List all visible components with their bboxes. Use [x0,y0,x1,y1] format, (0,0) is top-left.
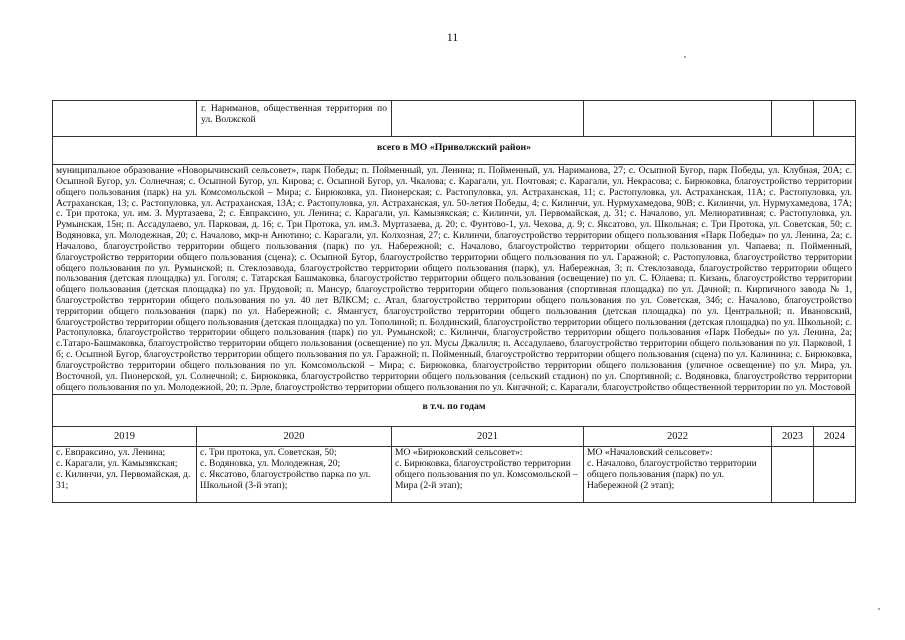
scan-speck [878,608,880,610]
program-table [52,100,856,503]
table-row [53,165,856,395]
year-2020-cell: с. Три протока, ул. Советская, 50; с. Водяновка, ул. Молодежная, 20; с. Яксатово, благоустройство парка по ул. Школьной (3-й этап); [197,447,392,503]
empty-cell [772,101,814,137]
year-2023-cell [772,447,814,503]
year-2020-header: 2020 [197,426,392,447]
empty-cell [584,101,772,137]
empty-cell [392,101,584,137]
year-2024-header: 2024 [814,426,856,447]
section-header: всего в МО «Приволжский район» [376,142,532,153]
table-row [53,395,856,426]
years-header: в т.ч. по годам [422,401,486,413]
year-2023-header: 2023 [772,426,814,447]
body-cell [53,165,856,395]
year-2024-cell [814,447,856,503]
year-2019-header: 2019 [53,426,197,447]
section-header-cell [53,137,856,165]
empty-cell [53,101,197,137]
years-header-cell [53,395,856,426]
year-2021-header: 2021 [392,426,584,447]
table-row [53,426,856,447]
year-2021-cell: МО «Бирюковский сельсовет»: с. Бирюковка, благоустройство территории общего пользования по ул. Комсомольской – Мира (2-й этап); [392,447,584,503]
territory-cell [197,101,392,137]
table-row [53,137,856,165]
body-paragraph: муниципальное образование «Новорычинский сельсовет», парк Победы; п. Пойменный, ул. Ленина; п. Пойменный, ул. Нариманова, 27; с. Осыпной Бугор, парк Победы, ул. Клубная, 20А; с. Осыпной Бугор, ул. Солнечная; с. Осыпной Бугор, ул. Кирова; с. Осыпной Бугор, ул. Чкалова; с. Карагали, ул. Почтовая; с. Карагали, ул. Некрасова; с. Бирюковка, благоустройство территории общего пользования (парк) на ул. Комсомольской – Мира; с. Бирюковка, ул. Пионерская; с. Растопуловка, ул. Астраханская, 11; с. Растопуловка, ул. Астраханская, 11А; с. Растопуловка, ул. Астраханская, 13; с. Растопуловка, ул. Астраханская, 13А; с. Растопуловка, ул. Астраханская, ул. 50-летия Победы, 4; с. Килинчи, ул. Нурмухамедова, 90В; с. Килинчи, ул. Нурмухамедова, 17А; с. Три протока, ул. им. З. Муртазаева, 2; с. Евпраксино, ул. Ленина; с. Карагали, ул. Камызякская; с. Килинчи, ул. Первомайская, д. 31; с. Началово, ул. Мелиоративная; с. Растопуловка, ул. Румынская, 15н; п. Ассадулаево, ул. Парковая, д. 16; с. Три Протока, ул. им.З. Муртазаева, д. 20; с. Фунтово-1, ул. Чехова, д. 9; с. Яксатово, ул. Школьная; с. Три Протока, ул. Советская, 50; с. Водяновка, ул. Молодежная, 20; с. Началово, мкр-н Анютино; с. Карагали, ул. Колхозная, 27; с. Килинчи, благоустройство территории общего пользования «Парк Победы» по ул. Ленина, 2а; с. Началово, благоустройство территории общего пользования (парк) по ул. Набережной; с. Началово, благоустройство территории общего пользования ул. Чапаева; п. Пойменный, благоустройство территории общего пользования (сцена); с. Осыпной Бугор, благоустройство территории общего пользования по ул. Гаражной; с. Растопуловка, благоустройство территории общего пользования по ул. Румынской; п. Стеклозавода, благоустройство территории общего пользования (парк), ул. Набережная, 3; п. Стеклозавода, благоустройство территории общего пользования (детская площадка) ул. Гоголя; с. Татарская Башмаковка, благоустройство территории общего пользования (освещение) по ул. С. Юлаева; п. Кизань, благоустройство территории общего пользования (детская площадка) по ул. Прудовой; п. Мансур, благоустройство территории общего пользования (спортивная площадка) по ул. Дачной; п. Кирпичного завода № 1, благоустройство территории общего пользования по ул. 40 лет ВЛКСМ; с. Атал, благоустройство территории общего пользования по ул. Советская, 34б; с. Началово, благоустройство территории общего пользования (парк) по ул. Набережной; с. Ямангуст, благоустройство территории общего пользования (детская площадка) по ул. Центральной; п. Ивановский, благоустройство территории общего пользования (детская площадка) по ул. Тополиной; п. Болдинский, благоустройство территории общего пользования (детская площадка) по ул. Школьной; с. Растопуловка, благоустройство территории общего пользования (парк) по ул. Румынской; с. Килинчи, благоустройство территории общего пользования «Парк Победы» по ул. Ленина, 2а; с.Татаро-Башмаковка, благоустройство территории общего пользования (освещение) по ул. Мусы Джалиля; п. Ассадулаево, благоустройство территории общего пользования по ул. Парковой, 1 б; с. Осыпной Бугор, благоустройство территории общего пользования по ул. Гаражной; п. Пойменный, благоустройство территории общего пользования (сцена) по ул. Калинина; с. Бирюковка, благоустройство территории общего пользования по ул. Комсомольской – Мира; с. Бирюковка, благоустройство территории общего пользования (уличное освещение) по ул. Мира, ул. Восточной, ул. Пионерской, ул. Солнечной; с. Бирюковка, благоустройство территории общего пользования (сельский стадион) по ул. Спортивной; с. Водяновка, благоустройство территории общего пользования по ул. Молодежной, 20; п. Эрле, благоустройство территории общего пользования по ул. Кигачной; с. Карагали, благоустройство общественной территории по ул. Мостовой [56,165,852,393]
year-2019-cell: с. Евпраксино, ул. Ленина; с. Карагали, ул. Камызякская; с. Килинчи, ул. Первомайская, д. 31; [53,447,197,503]
year-2022-header: 2022 [584,426,772,447]
table-row [53,101,856,137]
table-row [53,447,856,503]
scan-speck [684,56,686,58]
empty-cell [814,101,856,137]
page-number: 11 [446,30,459,44]
territory-text: г. Нариманов, общественная территория по ул. Волжской [201,103,387,125]
year-2022-cell: МО «Началовский сельсовет»: с. Началово, благоустройство территории общего пользования (парк) по ул. Набережной (2 этап); [584,447,772,503]
